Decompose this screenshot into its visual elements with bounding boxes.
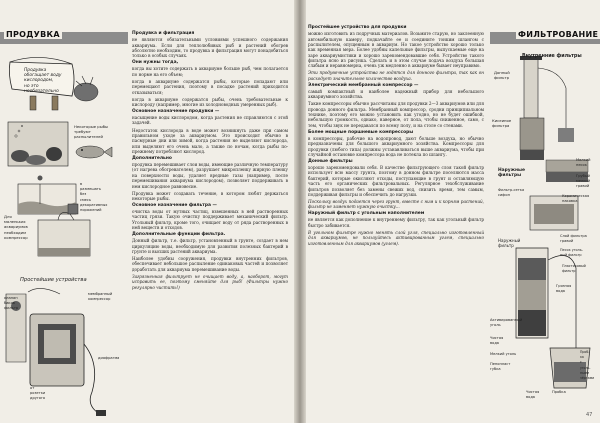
right-page — [304, 0, 600, 423]
gravel-tank-illustration — [18, 176, 76, 215]
text-paragraph: когда в аквариуме содержатся рыбы, которые попадают или перемещают растения, поэтому в посадке растений приходится отказываться; — [132, 78, 288, 95]
filter-label-net: Фильтр-сетка сифон — [498, 188, 525, 198]
text-heading: Основное назначение фильтра — — [132, 202, 217, 208]
simple-devices-illustration — [6, 288, 106, 416]
filter-label-internal: Внутренние фильтры — [522, 54, 582, 59]
text-paragraph: Донный фильтр, т.е. фильтр, установленный в грунте, создает в нем циркуляцию воды, необходимую для развития полезных бактерий в грунте и высших растений аквариума. — [132, 238, 288, 255]
sign-caption: Продувка обогащает воду кислородом, но это необязательно — [24, 68, 62, 94]
text-paragraph: не является как дополнение к внутреннему фильтру, так как угольный фильтр быстро забивается. — [308, 217, 484, 228]
fish-stones-caption: Некоторые рыбы требуют распылителей — [74, 124, 109, 140]
text-paragraph: Наиболее удобны сооружения, продувки внутренних фильтров, обеспечивает небольшое распыление одинаковых частей и позволяет доработать для аквариума перемешивание воды. — [132, 256, 288, 272]
filter-label-sand-charcoal: Песок уголь- ный фильтр — [560, 248, 583, 258]
right-text-column — [308, 24, 484, 420]
filter-label-ceramic: Керамическая паковка — [562, 194, 590, 204]
diaphragm-caption: диафрагма — [98, 356, 120, 360]
gravel-caption: в размешать без смесь декоративных поражений — [80, 182, 108, 213]
left-page — [0, 0, 296, 423]
text-paragraph: очистка воды от мутных частиц, взвешенных в ней растворенных частиц грязи. Такую очистку поддерживает механический фильтр. Угольный фильтр, кроме того, очищает воду от ряда растворенных в ней веществ и отходов. — [132, 209, 288, 231]
filter-label-plastic: Пластиковый фильтр — [562, 264, 586, 274]
filter-label-foam: Пенопласт губка — [490, 362, 511, 372]
text-paragraph: когда вы хотите содержать в аквариуме больше рыб, чем полагается по норме на его объем; — [132, 66, 288, 77]
text-paragraph: В угольном фильтре нужно менять слой угля, специально изготовленный для аквариумов, не пользуйтесь активированным углем, специально изготовленным для аквариумов (углем). — [308, 229, 484, 246]
text-heading: Более мощные поршневые компрессоры — [308, 129, 414, 135]
plug-caption: от розетки другого — [30, 386, 46, 401]
text-heading: Электрический мембранный компрессор — — [308, 82, 419, 88]
text-heading: Донные фильтры — [308, 158, 353, 164]
text-paragraph: Эти продувочные устройства не годятся для донного фильтра, так как он расходует значительное количество воздуха. — [308, 70, 484, 81]
text-paragraph: Загрязненная фильтрует не очищает воду, а, наоборот, могут исправить ее, поэтому сменяйте для рыб! (Фильтры нужно регулярно чистить!) — [132, 273, 288, 290]
text-heading: Простейшее устройство для продувки — [308, 25, 407, 30]
text-heading: Они нужны тогда, — [132, 60, 179, 66]
simple-devices-title: Простейшие устройства — [20, 277, 87, 283]
text-paragraph: можно изготовить из подручных материалов. Возьмите старую, но заклеенную автомобильную камеру, подкачайте ее и соедините тонким шлангом с распылителем, опущенным в аквариум. Но такое устройство хорошо только как временная мера. Более удобны капельные фильтры, выпускаемые еще на заре аквариумистики и хорошо зарекомендовавшие себя. Устройство такого фильтра ясно из рисунка. Сделать и в этом случае подача воздуха большая слабым и неравномерна, очень уж медленно в аквариуме бывает неуправимо. — [308, 31, 484, 69]
page-number: 47 — [586, 412, 593, 418]
valve-caption: клапан баков фильтр — [4, 296, 19, 311]
section-title-left: ПРОДУВКА — [6, 30, 60, 39]
filter-label-active-carbon: Активированный уголь — [490, 318, 523, 328]
text-paragraph: насыщение воды кислородом, когда растения не справляются с этой задачей. — [132, 115, 288, 126]
filter-label-bottom: Донный фильтр — [494, 70, 510, 81]
text-paragraph: Продувка может создавать течение, в котором любят держаться некоторые рыбы. — [132, 190, 288, 201]
filter-label-clean-water-2: Чистая вода — [526, 390, 540, 400]
text-paragraph: не являются обязательными условиями успешного содержания аквариума. Если для теплолюбивых рыб и растений обогрев абсолютно необходим, то продувка и фильтрация могут понадобиться только в особых случаях. — [132, 37, 288, 59]
text-paragraph: самый компактный и наиболее надежный прибор для небольшого аквариумного хозяйства. — [308, 88, 484, 100]
text-paragraph: в компрессоры, рабочие на водопровод, дают больше воздуха, но обычно предназначены для большого аквариумного хозяйства. Компрессоры для продувки (любого типа) должны устанавливаться выше аквариума, чтобы при случайной остановке компрессора вода не потекла по шлангу. — [308, 135, 484, 157]
membrane-caption: мембранный компрессор — [88, 292, 113, 302]
filter-label-dirty-water: Грязная вода — [556, 284, 572, 294]
filter-label-gravel: Грубый мелкий гравий — [576, 174, 591, 189]
left-text-column — [132, 30, 288, 420]
text-heading: Наружный фильтр с угольным наполнителем — [308, 211, 425, 217]
filter-label-cork: Пробка — [552, 390, 566, 394]
text-heading: Дополнительно — [132, 155, 172, 161]
filter-label-external: Наружные фильтры — [498, 168, 525, 179]
text-paragraph: когда в аквариуме содержатся рыбы, очень требовательные к кислороду (например, многие из холодноводных умеренных рыб). — [132, 96, 288, 107]
filter-label-fine-carbon: Мелкий уголь — [490, 352, 517, 356]
filter-label-sand: Мелкий песок — [576, 158, 591, 168]
filter-label-layer: Слой фильтра гравий — [560, 234, 587, 244]
text-paragraph: хорошо зарекомендовали себя. В качестве фильтрующего слоя такой фильтр использует всю массу грунта, поэтому в донном фильтре поселяются масса бактерий, которые окисляют отходы, поступающие в грунт и оставляющую часть его органических фильтровальных. Регулярное техобслуживание фильтров позволяет без замены свежих вод, снизить время, тем самым, поддерживая фильтры и обеспечить до нагрузки. — [308, 165, 484, 197]
filter-label-kiseinoe: Кисеиное фильтра — [492, 118, 512, 129]
text-heading: Основное назначение продувки — — [132, 108, 220, 114]
filter-label-cork-carbon: Проб- ка с уголь- ными зёрнами — [580, 350, 595, 381]
text-paragraph: продувка перемешивает слои воды, имеющие различную температуру (от нагрева обогревателем), разрушает микропленку жирную пленку на поверхности воды, удаляет вредные газы (например, после перемешивания аквариума кислородом), позволяет поддерживать в нем кислородное равновесие. — [132, 162, 288, 189]
text-paragraph: Такие компрессоры обычно рассчитаны для продувки 2—3 аквариумов или для провода донного фильтра. Мембранный компрессор, сродни принципиальном технике, поэтому его можно установить как угодно, но не будет ошибкой, небольшую громкость, однако, наверное, от пола, чтобы сниженное, само, с тем, чтобы звук не передавался по всему полу, и на столе со стенами. — [308, 101, 484, 128]
text-heading: Продувка и фильтрация — [132, 31, 195, 36]
text-heading: Дополнительные функции фильтра. — [132, 232, 226, 238]
filter-label-external-2: Наружный фильтр — [498, 238, 521, 249]
small-aquarium-caption: Для маленьких аквариумов необходим компрессор — [4, 214, 28, 240]
filter-label-clean-water: Чистая вода — [490, 336, 504, 346]
text-paragraph: Недостаток кислорода в воде может возникнуть даже при самом правильном уходе за аквариумом. Это происходит обычно в пасмурные дни или зимой, когда растения не выделяют кислорода, или выделяют его очень мало, а также по ночам, когда рыбы по-прежнему потребляют кислород. — [132, 127, 288, 154]
text-paragraph: Поскольку воздух подается через грунт, вместе с ним и к корням растений, фильтр не заменяет нужную очистку... — [308, 198, 484, 210]
section-title-right: ФИЛЬТРОВАНИЕ — [518, 30, 599, 39]
